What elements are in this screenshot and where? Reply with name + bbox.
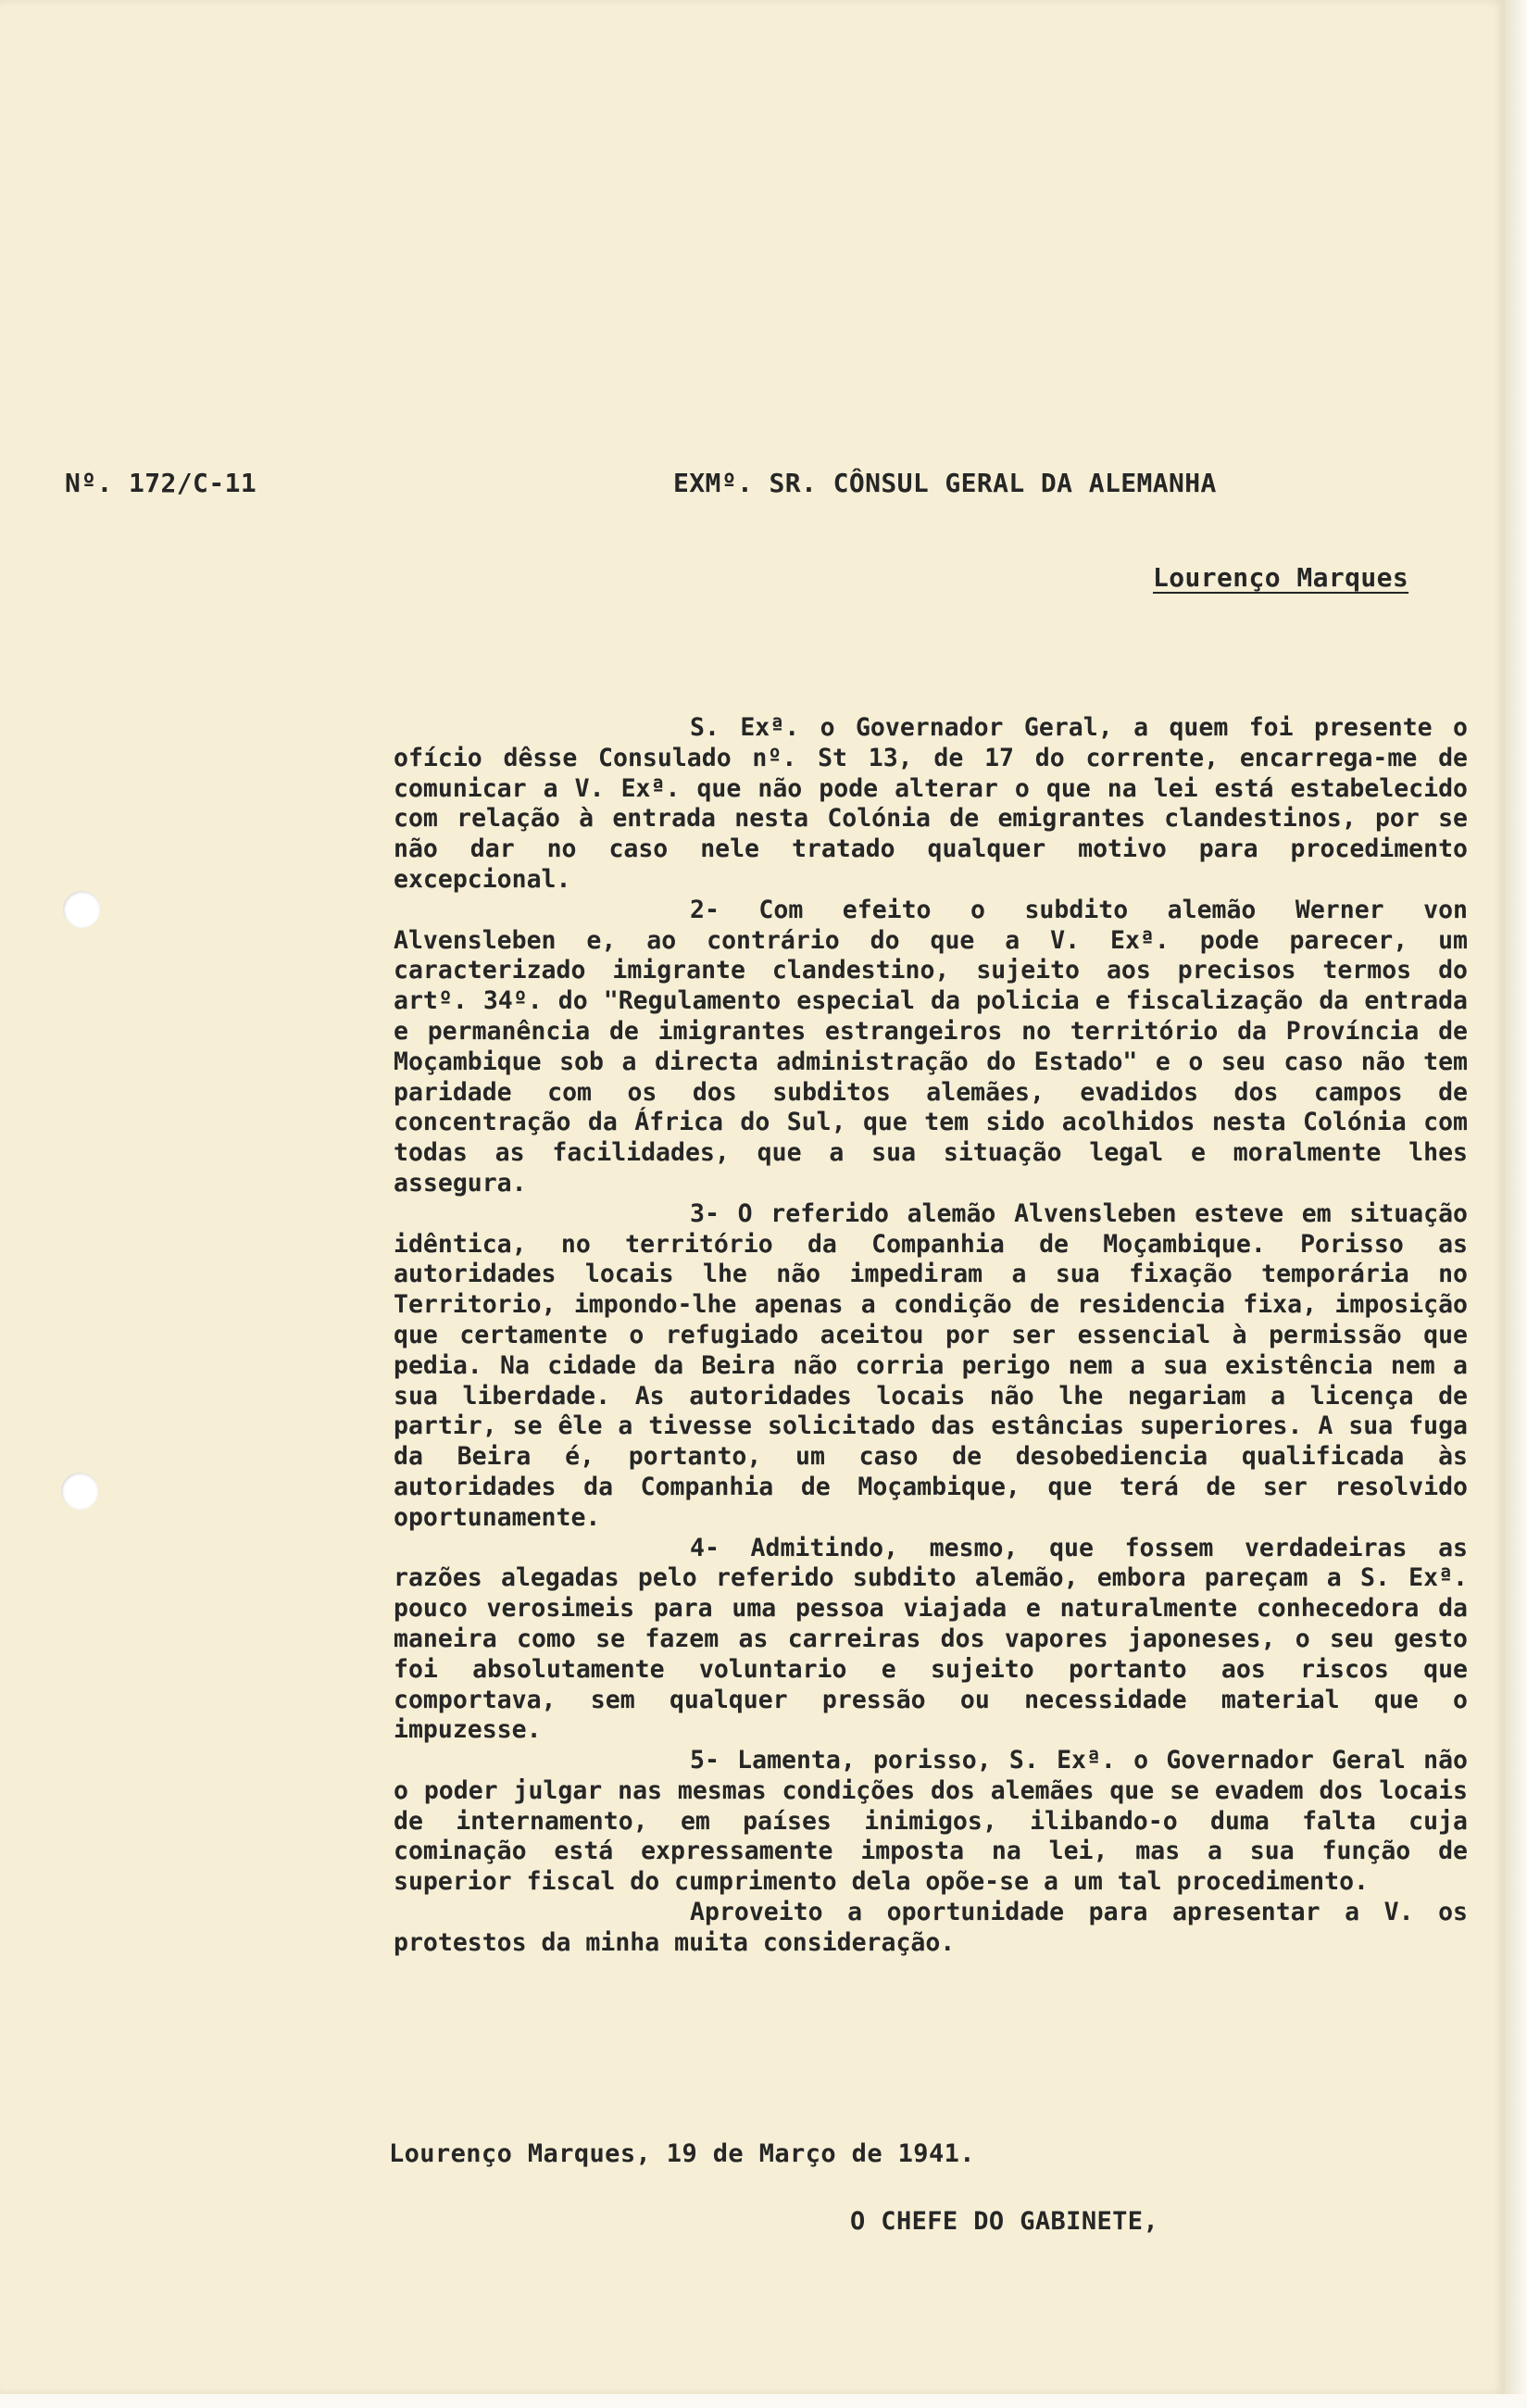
closing-paragraph: Aproveito a oportunidade para apresentar a V. os protestos da minha muita consideração. bbox=[394, 1898, 1468, 1957]
paragraph-3: 3- O referido alemão Alvensleben esteve em situação idêntica, no território da Companhia de Moçambique. Porisso as autoridades locais lhe não impediram a sua fixação temporária no Territorio, impondo-lhe apenas a condição de residencia fixa, imposição que certamente o refugiado aceitou por ser essencial à permissão que pedia. Na cidade da Beira não corria perigo nem a sua existência nem a sua liberdade. As autoridades locais não lhe negariam a licença de partir, se êle a tivesse solicitado das estâncias superiores. A sua fuga da Beira é, portanto, um caso de desobediencia qualificada às autoridades da Companhia de Moçambique, que terá de ser resolvido oportunamente. bbox=[394, 1198, 1468, 1532]
addressee: EXMº. SR. CÔNSUL GERAL DA ALEMANHA bbox=[673, 468, 1217, 498]
city-line: Lourenço Marques bbox=[1153, 562, 1409, 593]
paragraph-5: 5- Lamenta, porisso, S. Exª. o Governador Geral não o poder julgar nas mesmas condições dos alemães que se evadem dos locais de internamento, em países inimigos, ilibando-o duma falta cuja cominação está expressamente imposta na lei, mas a sua função de superior fiscal do cumprimento dela opõe-se a um tal procedimento. bbox=[394, 1746, 1468, 1897]
page-edge-right bbox=[1505, 0, 1527, 2408]
paragraph-2: 2- Com efeito o subdito alemão Werner von Alvensleben e, ao contrário do que a V. Exª. pode parecer, um caracterizado imigrante clandestino, sujeito aos precisos termos do artº. 34º. do "Regulamento especial da policia e fiscalização da entrada e permanência de imigrantes estrangeiros no território da Província de Moçambique sob a directa administração do Estado" e o seu caso não tem paridade com os dos subditos alemães, evadidos dos campos de concentração da África do Sul, que tem sido acolhidos nesta Colónia com todas as facilidades, que a sua situação legal e moralmente lhes assegura. bbox=[394, 895, 1468, 1198]
reference-number: Nº. 172/C-11 bbox=[65, 468, 257, 498]
page-edge-bottom bbox=[0, 2394, 1527, 2408]
paragraph-1: S. Exª. o Governador Geral, a quem foi presente o ofício dêsse Consulado nº. St 13, de 17 do corrente, encarrega-me de comunicar a V. Exª. que não pode alterar o que na lei está estabelecido com relação à entrada nesta Colónia de emigrantes clandestinos, por se não dar no caso nele tratado qualquer motivo para procedimento excepcional. bbox=[394, 713, 1468, 894]
letter-body bbox=[394, 713, 1468, 1959]
signature-title: O CHEFE DO GABINETE, bbox=[850, 2207, 1159, 2236]
paragraph-4: 4- Admitindo, mesmo, que fossem verdadeiras as razões alegadas pelo referido subdito alemão, embora pareçam a S. Exª. pouco verosimeis para uma pessoa viajada e naturalmente conhecedora da maneira como se fazem as carreiras dos vapores japoneses, o seu gesto foi absolutamente voluntario e sujeito portanto aos riscos que comportava, sem qualquer pressão ou necessidade material que o impuzesse. bbox=[394, 1533, 1468, 1745]
punch-hole-bottom bbox=[61, 1473, 98, 1510]
punch-hole-top bbox=[63, 891, 100, 928]
date-line: Lourenço Marques, 19 de Março de 1941. bbox=[389, 2139, 975, 2168]
